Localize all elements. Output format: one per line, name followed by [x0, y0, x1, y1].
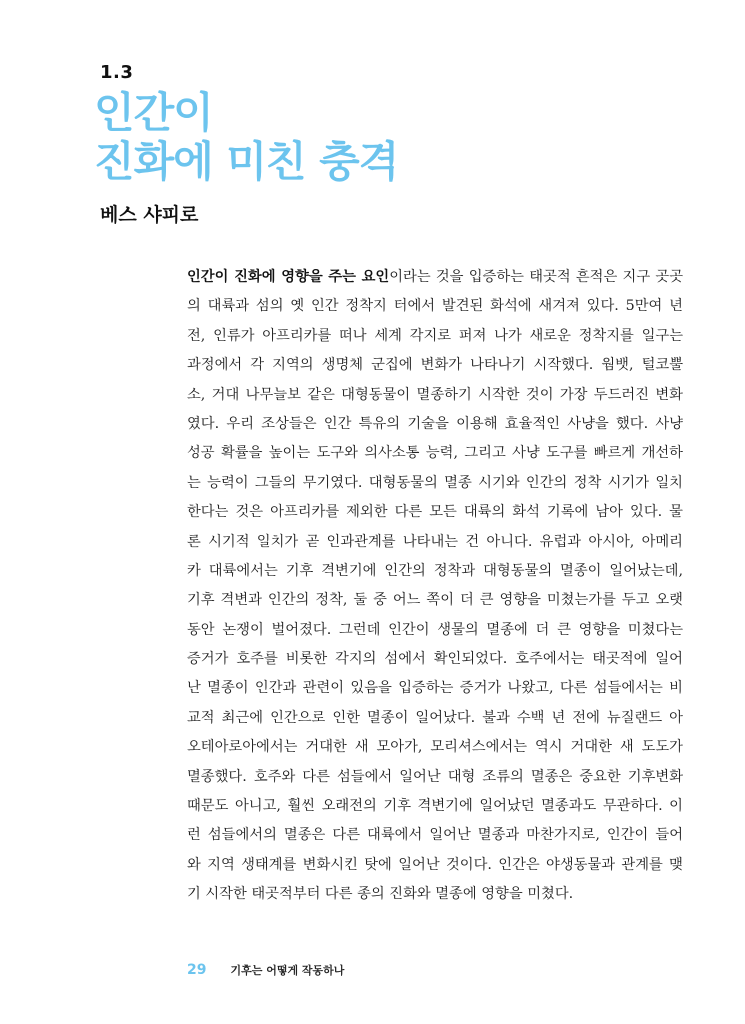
section-number: 1.3 [100, 62, 134, 83]
body-line: 소, 거대 나무늘보 같은 대형동물이 멸종하기 시작한 것이 가장 두드러진 변화 [187, 386, 683, 403]
author-name: 베스 샤피로 [100, 204, 199, 226]
body-line: 성공 확률을 높이는 도구와 의사소통 능력, 그리고 사냥 도구를 빠르게 개선하 [187, 445, 683, 462]
body-line: 교적 최근에 인간으로 인한 멸종이 일어났다. 불과 수백 년 전에 뉴질랜드 아 [187, 709, 683, 726]
body-line: 와 지역 생태계를 변화시킨 탓에 일어난 것이다. 인간은 야생동물과 관계를 맺 [187, 856, 683, 873]
body-line: 는 능력이 그들의 무기였다. 대형동물의 멸종 시기와 인간의 정착 시기가 일치 [187, 474, 683, 491]
chapter-title [94, 88, 398, 186]
body-line: 난 멸종이 인간과 관련이 있음을 입증하는 증거가 나왔고, 다른 섬들에서는 비 [187, 680, 683, 697]
page-footer [187, 962, 344, 978]
body-line: 증거가 호주를 비롯한 각지의 섬에서 확인되었다. 호주에서는 태곳적에 일어 [187, 651, 683, 668]
body-line: 멸종했다. 호주와 다른 섬들에서 일어난 대형 조류의 멸종은 중요한 기후변화 [187, 768, 683, 785]
body-line: 과정에서 각 지역의 생명체 군집에 변화가 나타나기 시작했다. 웜뱃, 털코뿔 [187, 357, 683, 374]
body-line: 론 시기적 일치가 곧 인과관계를 나타내는 건 아니다. 유럽과 아시아, 아메리 [187, 533, 683, 550]
running-title: 기후는 어떻게 작동하나 [230, 964, 345, 977]
body-line: 의 대륙과 섬의 옛 인간 정착지 터에서 발견된 화석에 새겨져 있다. 5만여 년 [187, 298, 683, 315]
body-line: 기후 격변과 인간의 정착, 둘 중 어느 쪽이 더 큰 영향을 미쳤는가를 두고 오랫 [187, 592, 683, 609]
body-line: 였다. 우리 조상들은 인간 특유의 기술을 이용해 효율적인 사냥을 했다. 사냥 [187, 415, 683, 432]
chapter-title-line-2: 진화에 미친 충격 [94, 137, 399, 186]
page-number: 29 [187, 962, 207, 978]
body-line: 런 섬들에서의 멸종은 다른 대륙에서 일어난 멸종과 마찬가지로, 인간이 들어 [187, 827, 683, 844]
body-line: 한다는 것은 아프리카를 제외한 다른 모든 대륙의 화석 기록에 남아 있다. 물 [187, 504, 683, 521]
body-line: 기 시작한 태곳적부터 다른 종의 진화와 멸종에 영향을 미쳤다. [187, 886, 574, 903]
body-line: 때문도 아니고, 훨씬 오래전의 기후 격변기에 일어났던 멸종과도 무관하다. 이 [187, 798, 683, 815]
body-line: 전, 인류가 아프리카를 떠나 세계 각지로 퍼져 나가 새로운 정착지를 일구는 [187, 327, 683, 344]
body-line: 동안 논쟁이 벌어졌다. 그런데 인간이 생물의 멸종에 더 큰 영향을 미쳤다는 [187, 621, 683, 638]
body-line: 카 대륙에서는 기후 격변기에 인간의 정착과 대형동물의 멸종이 일어났는데, [187, 562, 683, 579]
body-line [187, 263, 683, 292]
lead-phrase: 인간이 진화에 영향을 주는 요인 [187, 269, 390, 285]
chapter-title-line-1: 인간이 [94, 88, 213, 137]
body-line-text: 이라는 것을 입증하는 태곳적 흔적은 지구 곳곳 [389, 269, 683, 285]
body-line: 오테아로아에서는 거대한 새 모아가, 모리셔스에서는 역시 거대한 새 도도가 [187, 739, 683, 756]
body-paragraph [187, 263, 683, 910]
